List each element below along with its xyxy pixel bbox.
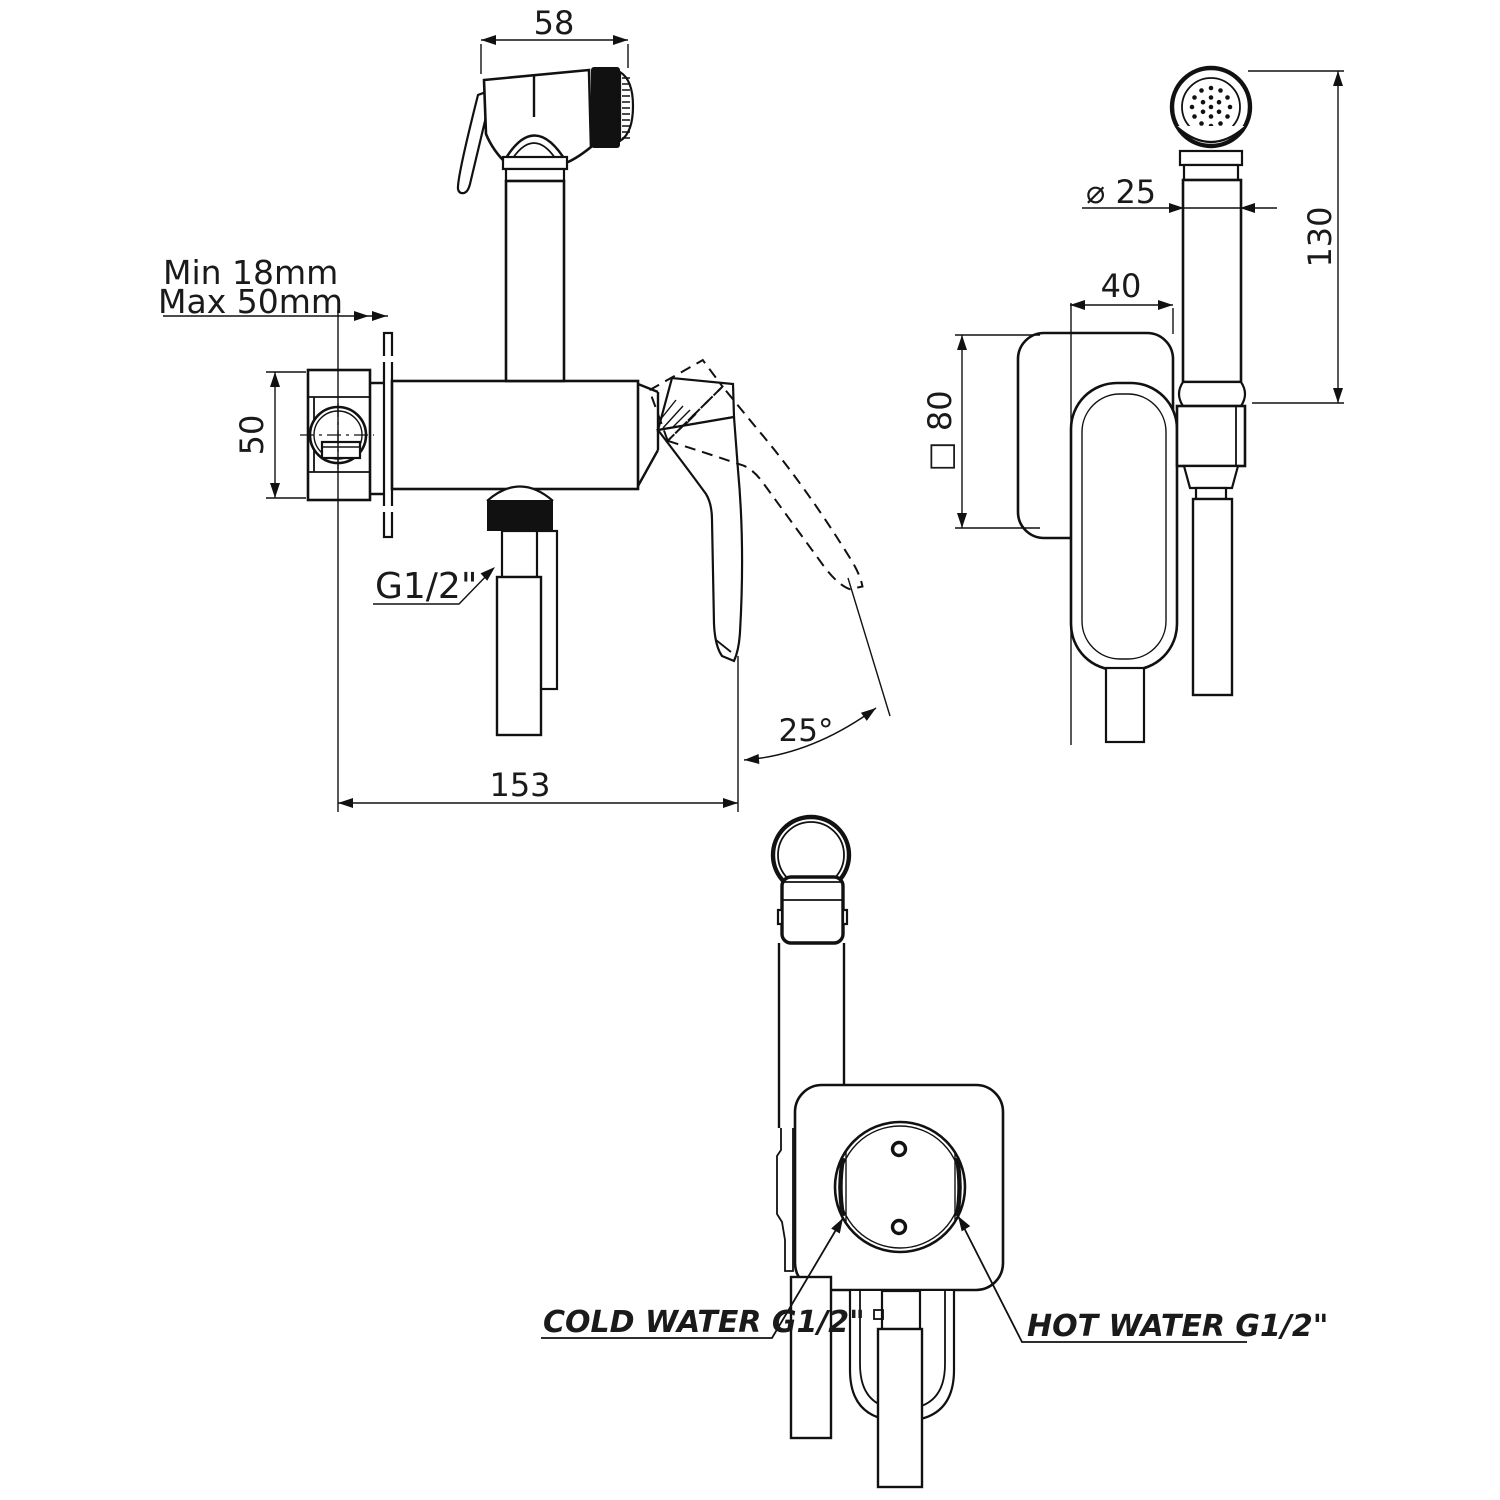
mid-hose-stub xyxy=(882,1291,920,1329)
dim-wall-depth xyxy=(158,253,388,321)
shower-hose-side xyxy=(1193,499,1232,695)
supply-hose-left xyxy=(791,1277,831,1438)
side-collar-1 xyxy=(1180,151,1242,165)
hose-nut-black xyxy=(487,500,553,531)
wall-note-min: Min 18mm xyxy=(163,253,339,292)
shower-head-body xyxy=(484,70,591,164)
head-collar-2 xyxy=(506,169,564,181)
dim-50-text: 50 xyxy=(233,414,271,456)
holder-block xyxy=(1177,406,1245,466)
dim-dia-text: ⌀ 25 xyxy=(1086,173,1157,211)
hose-straight-section xyxy=(502,531,537,577)
holder-body xyxy=(782,877,843,943)
supply-hose-mid xyxy=(878,1329,922,1487)
lever-neck xyxy=(638,384,658,486)
dim-angle-text: 25° xyxy=(778,713,834,749)
hose-front xyxy=(497,577,541,735)
hose-connector-side xyxy=(1196,488,1226,499)
flange-break-top xyxy=(382,356,394,362)
shower-handle-tube xyxy=(506,181,564,381)
holder-nub-right xyxy=(843,910,847,924)
supply-hose-side xyxy=(1106,668,1144,742)
hose-nut-side xyxy=(1184,466,1238,488)
head-collar-1 xyxy=(503,157,567,169)
fitting-flat-left xyxy=(841,1158,844,1216)
spray-nozzle-dots xyxy=(1190,86,1233,129)
hot-water-label: HOT WATER G1/2" xyxy=(1027,1309,1329,1344)
side-handle-tube xyxy=(1183,180,1241,382)
inlet-keyway xyxy=(322,442,360,458)
dim-dia-25 xyxy=(1082,173,1277,213)
dim-sq80-text: □ 80 xyxy=(921,390,959,472)
dim-153-text: 153 xyxy=(489,766,551,804)
dim-58 xyxy=(481,4,628,74)
hot-water-callout xyxy=(954,1213,1329,1344)
inlet-hole-top xyxy=(893,1143,906,1156)
lever-arm-end xyxy=(777,1128,793,1271)
dim-130-text: 130 xyxy=(1301,206,1339,268)
dim-58-text: 58 xyxy=(533,4,575,42)
thread-callout xyxy=(373,563,498,607)
front-view xyxy=(158,4,890,812)
dim-50 xyxy=(233,372,306,498)
tube-flare xyxy=(1179,382,1245,406)
wall-note-max: Max 50mm xyxy=(158,282,343,321)
holder-nub-left xyxy=(778,910,782,924)
lever-grip xyxy=(658,417,742,661)
bottom-view xyxy=(541,817,1328,1487)
side-view xyxy=(921,68,1344,745)
dim-130 xyxy=(1248,71,1344,403)
neck-lines xyxy=(370,383,384,494)
spray-face xyxy=(620,72,633,141)
side-collar-2 xyxy=(1184,165,1238,180)
spray-cap xyxy=(591,67,620,148)
fitting-flat-right xyxy=(957,1158,960,1216)
lever-side xyxy=(1071,383,1177,670)
inlet-hole-bottom xyxy=(893,1221,906,1234)
dim-40-text: 40 xyxy=(1100,267,1142,305)
mixer-body xyxy=(392,381,638,489)
flange-break-bottom xyxy=(382,506,394,512)
dim-40 xyxy=(1070,267,1173,334)
cold-water-label: COLD WATER G1/2" xyxy=(543,1305,865,1340)
thread-label-text: G1/2" xyxy=(375,566,478,607)
dim-angle-25 xyxy=(744,578,890,765)
